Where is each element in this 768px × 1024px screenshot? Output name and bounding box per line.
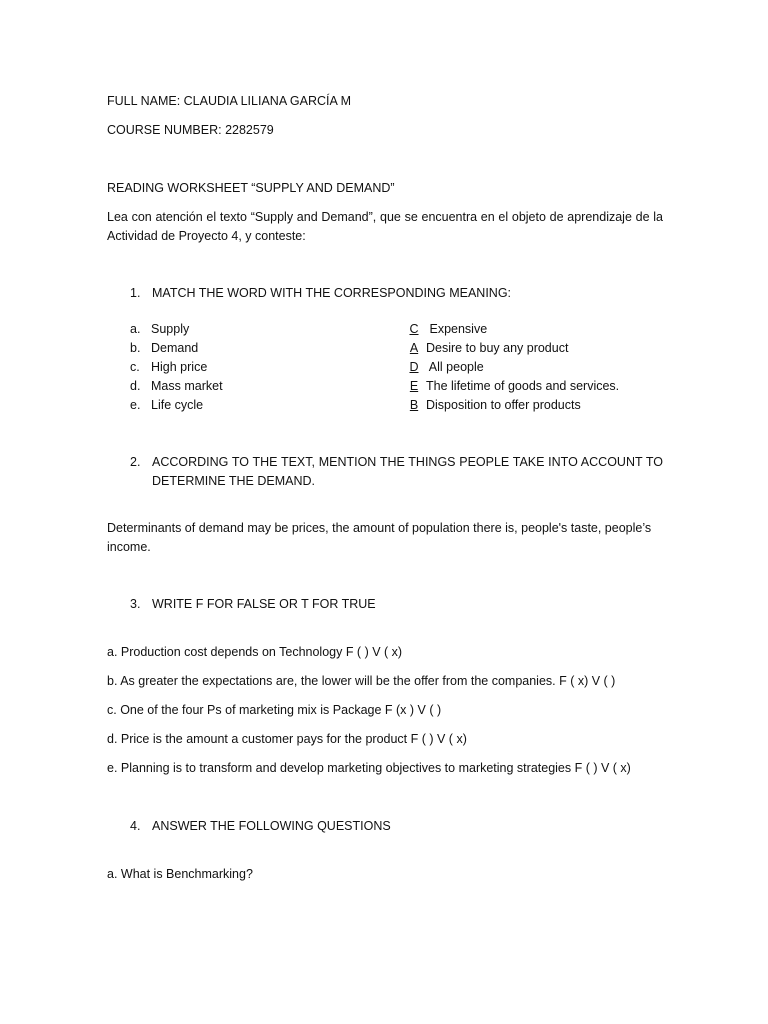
section-2-answer: Determinants of demand may be prices, the amount of population there is, people's taste, people’s income.: [107, 521, 652, 555]
section-2-number: 2.: [130, 455, 141, 469]
course-number: COURSE NUMBER: 2282579: [107, 123, 274, 137]
full-name: FULL NAME: CLAUDIA LILIANA GARCÍA M: [107, 94, 352, 108]
section-1-heading-text: MATCH THE WORD WITH THE CORRESPONDING MEANING:: [152, 286, 512, 300]
section-1-number: 1.: [130, 286, 141, 300]
list-item: [404, 398, 619, 417]
question-item: a. What is Benchmarking?: [107, 867, 253, 881]
true-false-item: c. One of the four Ps of marketing mix is Package F (x ) V ( ): [107, 703, 442, 717]
match-word: Mass market: [151, 379, 223, 393]
list-item: a. Supply: [130, 322, 190, 336]
true-false-item: d. Price is the amount a customer pays for the product F ( ) V ( x): [107, 732, 467, 746]
match-words-list: [130, 322, 223, 417]
section-2-heading-text: ACCORDING TO THE TEXT, MENTION THE THINGS PEOPLE TAKE INTO ACCOUNT TO DETERMINE THE DEMAND.: [152, 455, 663, 489]
true-false-item: e. Planning is to transform and develop marketing objectives to marketing strategies F ( ) V ( x): [107, 761, 631, 775]
section-4-number: 4.: [130, 819, 141, 833]
match-word: Demand: [151, 341, 199, 355]
section-1-heading: [130, 286, 511, 302]
section-4-heading-text: ANSWER THE FOLLOWING QUESTIONS: [152, 819, 391, 833]
section-4-heading: [130, 819, 391, 835]
true-false-item: a. Production cost depends on Technology F ( ) V ( x): [107, 645, 403, 659]
match-meaning: Expensive: [429, 322, 488, 336]
list-item: [404, 379, 619, 398]
match-meaning: All people: [428, 360, 484, 374]
list-item: d. Mass market: [130, 379, 223, 393]
list-item: e. Life cycle: [130, 398, 204, 412]
match-word: High price: [151, 360, 208, 374]
match-answer: A: [409, 341, 419, 355]
true-false-item: b. As greater the expectations are, the lower will be the offer from the companies. F ( x) V ( ): [107, 674, 616, 688]
instructions-paragraph: Lea con atención el texto “Supply and Demand”, que se encuentra en el objeto de aprendizaje de la Actividad de Proyecto 4, y conteste:: [107, 210, 663, 244]
match-meanings-list: [404, 322, 619, 417]
list-item: [404, 360, 619, 379]
list-item: b. Demand: [130, 341, 199, 355]
match-meaning: Desire to buy any product: [426, 341, 569, 355]
match-answer: E: [409, 379, 419, 393]
match-meaning: Disposition to offer products: [426, 398, 581, 412]
worksheet-title: READING WORKSHEET “SUPPLY AND DEMAND”: [107, 181, 395, 195]
section-2-heading: [130, 453, 663, 492]
match-word: Life cycle: [151, 398, 204, 412]
section-3-heading: [130, 597, 376, 613]
match-answer: B: [409, 398, 419, 412]
section-3-number: 3.: [130, 597, 141, 611]
list-item: [404, 322, 619, 341]
section-3-heading-text: WRITE F FOR FALSE OR T FOR TRUE: [152, 597, 376, 611]
match-meaning: The lifetime of goods and services.: [426, 379, 620, 393]
list-item: [404, 341, 619, 360]
list-item: c. High price: [130, 360, 208, 374]
match-answer: D: [409, 360, 419, 374]
match-word: Supply: [151, 322, 190, 336]
match-answer: C: [409, 322, 419, 336]
